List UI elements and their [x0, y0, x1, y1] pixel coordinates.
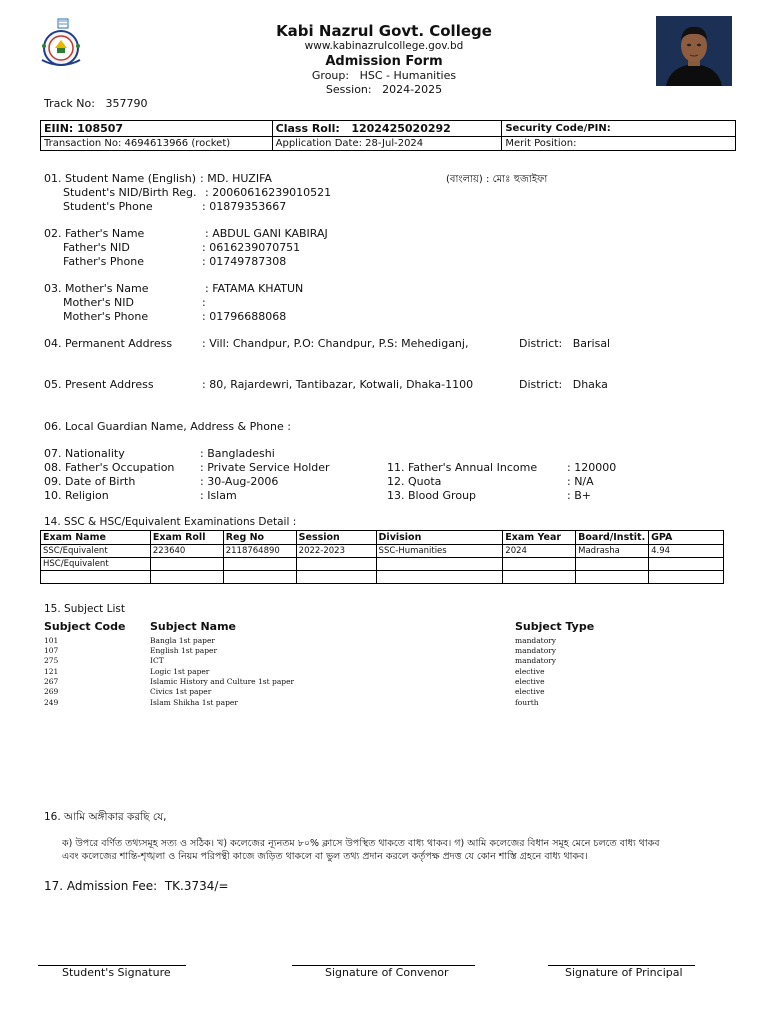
district-label: District: — [519, 337, 563, 350]
exam-cell: SSC-Humanities — [376, 545, 503, 558]
subject-name: Logic 1st paper — [150, 667, 210, 676]
exam-cell — [223, 558, 296, 571]
subject-code: 269 — [44, 687, 59, 696]
exams-header: Board/Instit. — [576, 531, 649, 545]
dob-value: : 30-Aug-2006 — [200, 475, 279, 488]
exam-cell: 2118764890 — [223, 545, 296, 558]
session-label: Session: — [325, 83, 372, 96]
exam-cell — [649, 558, 724, 571]
present-district — [519, 378, 608, 391]
subject-code: 107 — [44, 646, 59, 655]
info-row — [41, 137, 736, 151]
exam-cell — [576, 558, 649, 571]
bangla-value: মোঃ হুজাইফা — [492, 174, 548, 185]
exam-cell: HSC/Equivalent — [41, 558, 151, 571]
religion-value: : Islam — [200, 489, 237, 502]
exam-cell: 2022-2023 — [296, 545, 376, 558]
subject-name: Civics 1st paper — [150, 687, 212, 696]
group-value: HSC - Humanities — [359, 69, 457, 82]
exams-header: Division — [376, 531, 503, 545]
exams-header: Exam Name — [41, 531, 151, 545]
subject-type-header: Subject Type — [515, 620, 595, 633]
exam-cell — [503, 558, 576, 571]
subject-type: elective — [515, 677, 545, 686]
declaration-title — [44, 810, 167, 827]
exams-table — [40, 530, 724, 584]
track-number — [44, 97, 147, 110]
nationality-value: : Bangladeshi — [200, 447, 275, 460]
dob-label: 09. Date of Birth — [44, 475, 136, 488]
table-row — [41, 558, 724, 571]
nationality-label: 07. Nationality — [44, 447, 125, 460]
declaration-line-2: এবং কলেজের শান্তি-শৃঙ্খলা ও নিয়ম পরিপন্থী কাজে জড়িত থাকলে বা ভুল তথ্য প্রদান করলে কর্তৃপক্ষ প্রদত্ত যে কোন শাস্তি গ্রহনে বাধ্য থাকব। — [62, 851, 588, 862]
occupation-value: : Private Service Holder — [200, 461, 330, 474]
principal-signature-label: Signature of Principal — [565, 966, 683, 979]
father-name-label: 02. Father's Name — [44, 227, 145, 240]
subjects-title: 15. Subject List — [44, 603, 125, 615]
track-label: Track No: — [44, 97, 95, 110]
father-nid-label: Father's NID — [63, 241, 130, 254]
admission-fee — [44, 879, 229, 893]
track-value: 357790 — [105, 97, 148, 110]
subject-code: 249 — [44, 698, 59, 707]
exam-cell: 223640 — [150, 545, 223, 558]
father-name-value: : ABDUL GANI KABIRAJ — [205, 227, 328, 240]
student-phone-label: Student's Phone — [63, 200, 153, 213]
class-roll-value: 1202425020292 — [351, 122, 451, 135]
application-date-cell: Application Date: 28-Jul-2024 — [272, 137, 502, 151]
local-guardian-label: 06. Local Guardian Name, Address & Phone : — [44, 420, 291, 433]
district-value: Barisal — [572, 337, 611, 350]
subject-code: 275 — [44, 656, 59, 665]
quota-label: 12. Quota — [387, 475, 442, 488]
present-address-label: 05. Present Address — [44, 378, 154, 391]
subject-name: Bangla 1st paper — [150, 636, 215, 645]
quota-value: : N/A — [567, 475, 594, 488]
district-value: Dhaka — [572, 378, 608, 391]
declaration-heading: আমি অঙ্গীকার করছি যে, — [64, 811, 167, 823]
exams-header-row — [41, 531, 724, 545]
student-phone-value: : 01879353667 — [202, 200, 287, 213]
income-label: 11. Father's Annual Income — [387, 461, 538, 474]
mother-nid-value: : — [202, 296, 206, 309]
subject-type: mandatory — [515, 636, 557, 645]
exam-cell: Madrasha — [576, 545, 649, 558]
present-address-value: : 80, Rajardewri, Tantibazar, Kotwali, Dhaka-1100 — [202, 378, 474, 391]
subject-code-header: Subject Code — [44, 620, 126, 633]
exams-header: Exam Year — [503, 531, 576, 545]
subject-name: Islam Shikha 1st paper — [150, 698, 238, 707]
exam-cell — [376, 558, 503, 571]
college-name: Kabi Nazrul Govt. College — [276, 22, 492, 40]
exam-cell — [150, 558, 223, 571]
exams-header: Reg No — [223, 531, 296, 545]
college-website: www.kabinazrulcollege.gov.bd — [304, 40, 464, 52]
class-roll-label: Class Roll: — [275, 122, 340, 135]
subject-name: English 1st paper — [150, 646, 218, 655]
convenor-signature-label: Signature of Convenor — [325, 966, 449, 979]
bangla-label: (বাংলায়) : — [446, 174, 490, 185]
exams-header: Exam Roll — [150, 531, 223, 545]
table-row — [41, 545, 724, 558]
subject-name: Islamic History and Culture 1st paper — [150, 677, 295, 686]
subject-type: elective — [515, 687, 545, 696]
info-table — [40, 120, 736, 151]
table-row — [41, 571, 724, 584]
mother-nid-label: Mother's NID — [63, 296, 134, 309]
exams-title: 14. SSC & HSC/Equivalent Examinations Detail : — [44, 516, 297, 528]
eiin-cell: EIIN: 108507 — [41, 121, 273, 137]
permanent-address-value: : Vill: Chandpur, P.O: Chandpur, P.S: Mehediganj, — [202, 337, 469, 350]
subject-code: 101 — [44, 636, 59, 645]
exams-header: GPA — [649, 531, 724, 545]
form-title: Admission Form — [325, 54, 443, 69]
permanent-district — [519, 337, 610, 350]
transaction-cell: Transaction No: 4694613966 (rocket) — [41, 137, 273, 151]
mother-name-label: 03. Mother's Name — [44, 282, 149, 295]
father-phone-value: : 01749787308 — [202, 255, 287, 268]
group-label: Group: — [311, 69, 350, 82]
father-nid-value: : 0616239070751 — [202, 241, 301, 254]
subject-type: mandatory — [515, 656, 557, 665]
exam-cell: 2024 — [503, 545, 576, 558]
blood-group-value: : B+ — [567, 489, 591, 502]
subject-type: mandatory — [515, 646, 557, 655]
mother-name-value: : FATAMA KHATUN — [205, 282, 304, 295]
subject-code: 121 — [44, 667, 59, 676]
merit-position-cell: Merit Position: — [502, 137, 736, 151]
security-code-cell: Security Code/PIN: — [502, 121, 736, 137]
class-roll-cell — [272, 121, 502, 137]
subject-name: ICT — [150, 656, 164, 665]
declaration-line-1: ক) উপরে বর্ণিত তথ্যসমূহ সত্য ও সঠিক। খ) কলেজের ন্যূনতম ৮০% ক্লাসে উপস্থিত থাকতে বাধ্য থাকব। গ) আমি কলেজের বিধান সমূহ মেনে চলতে বাধ্য থাকব — [62, 838, 660, 849]
session-line — [0, 83, 768, 96]
subject-type: fourth — [515, 698, 539, 707]
permanent-address-label: 04. Permanent Address — [44, 337, 173, 350]
subject-name-header: Subject Name — [150, 620, 237, 633]
admission-fee-label: 17. Admission Fee: — [44, 879, 158, 893]
mother-phone-value: : 01796688068 — [202, 310, 287, 323]
session-value: 2024-2025 — [382, 83, 443, 96]
student-signature-label: Student's Signature — [62, 966, 171, 979]
student-name-value: : MD. HUZIFA — [200, 172, 272, 185]
exam-cell: 4.94 — [649, 545, 724, 558]
exams-header: Session — [296, 531, 376, 545]
district-label: District: — [519, 378, 563, 391]
info-row — [41, 121, 736, 137]
exam-cell: SSC/Equivalent — [41, 545, 151, 558]
student-nid-value: : 20060616239010521 — [205, 186, 332, 199]
admission-fee-value: TK.3734/= — [164, 879, 229, 893]
occupation-label: 08. Father's Occupation — [44, 461, 175, 474]
student-name-label: 01. Student Name (English) — [44, 172, 197, 185]
income-value: : 120000 — [567, 461, 617, 474]
student-nid-label: Student's NID/Birth Reg. — [63, 186, 197, 199]
mother-phone-label: Mother's Phone — [63, 310, 149, 323]
student-name-bangla — [446, 172, 547, 189]
religion-label: 10. Religion — [44, 489, 109, 502]
subject-code: 267 — [44, 677, 59, 686]
group-line — [0, 69, 768, 82]
father-phone-label: Father's Phone — [63, 255, 144, 268]
subject-type: elective — [515, 667, 545, 676]
exam-cell — [296, 558, 376, 571]
declaration-number: 16. — [44, 811, 61, 823]
blood-group-label: 13. Blood Group — [387, 489, 477, 502]
